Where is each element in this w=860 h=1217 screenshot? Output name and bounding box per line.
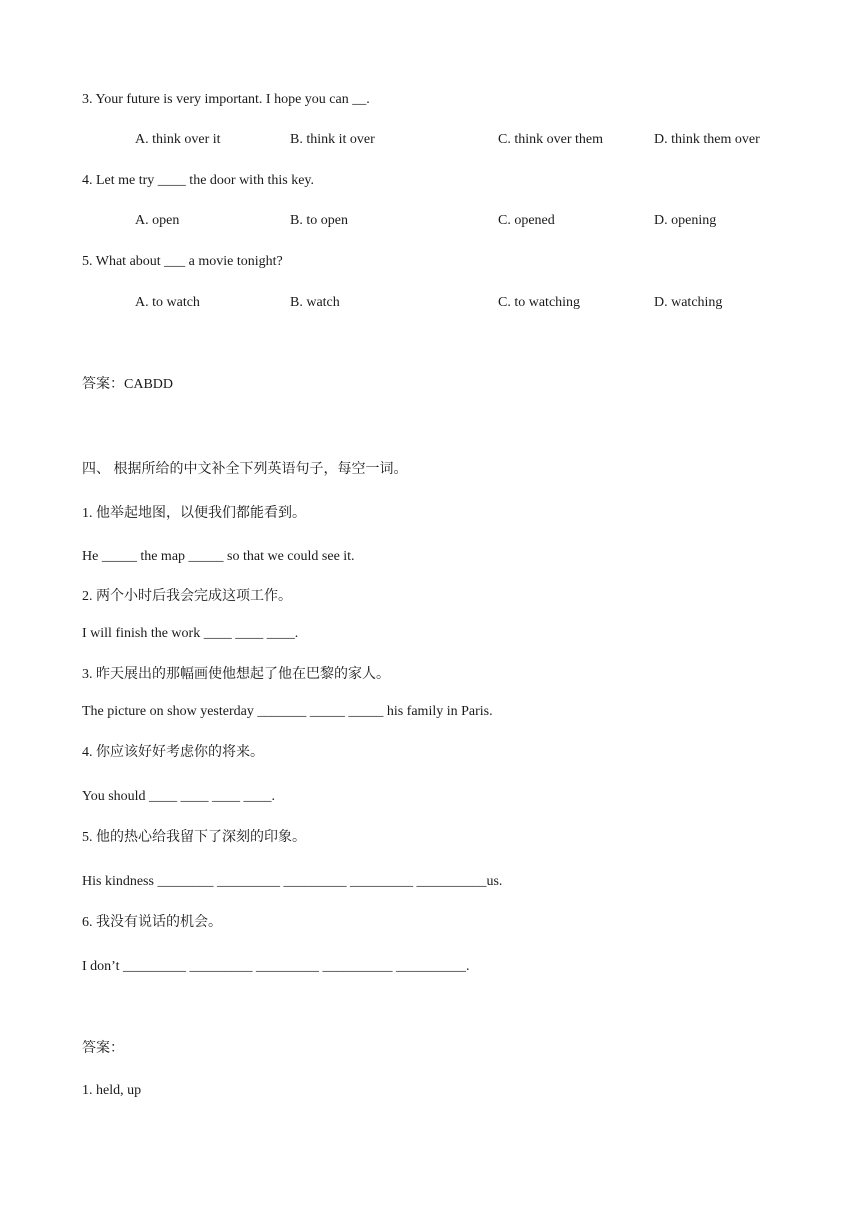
item-6-english: I don’t _________ _________ _________ __________ __________. <box>82 959 470 974</box>
item-2-chinese: 2. 两个小时后我会完成这项工作。 <box>82 589 292 604</box>
item-1-chinese: 1. 他举起地图，以便我们都能看到。 <box>82 506 306 521</box>
option-4d: D. opening <box>654 213 717 228</box>
option-3d: D. think them over <box>654 132 760 147</box>
item-3-english: The picture on show yesterday _______ _____ _____ his family in Paris. <box>82 704 493 719</box>
item-2-english: I will finish the work ____ ____ ____. <box>82 626 299 641</box>
option-3c: C. think over them <box>498 132 603 147</box>
answer-label: 答案： <box>82 1041 124 1056</box>
option-4a: A. open <box>135 213 180 228</box>
option-5b: B. watch <box>290 295 340 310</box>
answer-1: 1. held, up <box>82 1083 142 1098</box>
item-5-chinese: 5. 他的热心给我留下了深刻的印象。 <box>82 830 306 845</box>
option-3a: A. think over it <box>135 132 221 147</box>
option-5c: C. to watching <box>498 295 581 310</box>
mc-answer: 答案：CABDD <box>82 377 174 392</box>
item-5-english: His kindness ________ _________ _________ _________ __________us. <box>82 874 503 889</box>
item-4-chinese: 4. 你应该好好考虑你的将来。 <box>82 745 264 760</box>
option-3b: B. think it over <box>290 132 375 147</box>
option-4c: C. opened <box>498 213 555 228</box>
item-1-english: He _____ the map _____ so that we could see it. <box>82 549 355 564</box>
option-5d: D. watching <box>654 295 723 310</box>
item-4-english: You should ____ ____ ____ ____. <box>82 789 276 804</box>
section-4-heading: 四、 根据所给的中文补全下列英语句子，每空一词。 <box>82 462 408 477</box>
question-4: 4. Let me try ____ the door with this key. <box>82 173 314 188</box>
option-5a: A. to watch <box>135 295 200 310</box>
question-3: 3. Your future is very important. I hope you can __. <box>82 92 370 107</box>
option-4b: B. to open <box>290 213 348 228</box>
question-5: 5. What about ___ a movie tonight? <box>82 254 283 269</box>
item-3-chinese: 3. 昨天展出的那幅画使他想起了他在巴黎的家人。 <box>82 667 390 682</box>
item-6-chinese: 6. 我没有说话的机会。 <box>82 915 222 930</box>
